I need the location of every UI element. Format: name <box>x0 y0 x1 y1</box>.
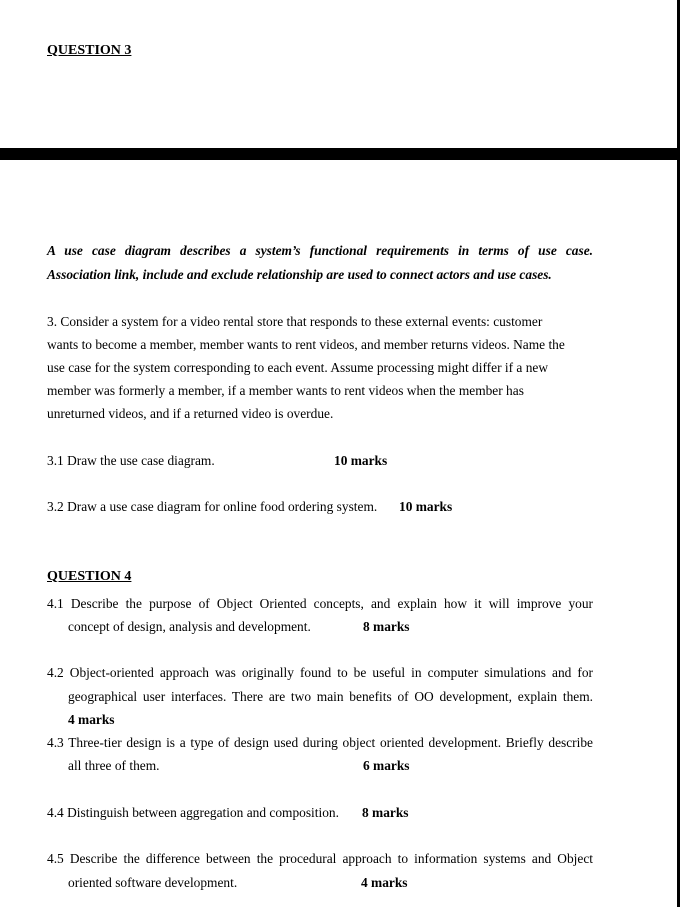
intro-line-2: Association link, include and exclude relationship are used to connect actors and use cases. <box>47 267 552 282</box>
problem-line-1: 3. Consider a system for a video rental store that responds to these external events: customer <box>47 314 543 329</box>
question-4-2-marks: 4 marks <box>68 712 115 727</box>
problem-line-5: unreturned videos, and if a returned video is overdue. <box>47 406 334 421</box>
question-3-1-text: 3.1 Draw the use case diagram. <box>47 453 215 468</box>
question-4-2-line-2: geographical user interfaces. There are two main benefits of OO development, explain them. <box>68 689 593 704</box>
question-4-5-marks: 4 marks <box>361 875 408 890</box>
problem-line-2: wants to become a member, member wants to rent videos, and member returns videos. Name the <box>47 337 565 352</box>
question-4-1-line-1: 4.1 Describe the purpose of Object Oriented concepts, and explain how it will improve your <box>47 596 593 611</box>
question-4-5-line-2: oriented software development. <box>68 875 238 890</box>
question-3-2-marks: 10 marks <box>399 499 453 514</box>
problem-line-3: use case for the system corresponding to each event. Assume processing might differ if a new <box>47 360 549 375</box>
question-3-1-marks: 10 marks <box>334 453 388 468</box>
question-4-1-line-2: concept of design, analysis and development. <box>68 619 311 634</box>
intro-line-1: A use case diagram describes a system’s functional requirements in terms of use case. <box>47 243 593 258</box>
question-4-4-text: 4.4 Distinguish between aggregation and composition. <box>47 805 339 820</box>
question-4-4-marks: 8 marks <box>362 805 409 820</box>
question-4-5-line-1: 4.5 Describe the difference between the procedural approach to information systems and Object <box>47 851 593 866</box>
question-3-2-text: 3.2 Draw a use case diagram for online food ordering system. <box>47 499 378 514</box>
question-4-3-line-2: all three of them. <box>68 758 160 773</box>
question-4-1-marks: 8 marks <box>363 619 410 634</box>
question-3-heading: QUESTION 3 <box>47 43 132 58</box>
question-4-heading: QUESTION 4 <box>47 569 132 584</box>
question-4-3-line-1: 4.3 Three-tier design is a type of design used during object oriented development. Briefly describe <box>47 735 593 750</box>
question-4-2-line-1: 4.2 Object-oriented approach was originally found to be useful in computer simulations and for <box>47 665 593 680</box>
problem-line-4: member was formerly a member, if a member wants to rent videos when the member has <box>47 383 524 398</box>
question-4-3-marks: 6 marks <box>363 758 410 773</box>
page-separator <box>0 148 677 160</box>
